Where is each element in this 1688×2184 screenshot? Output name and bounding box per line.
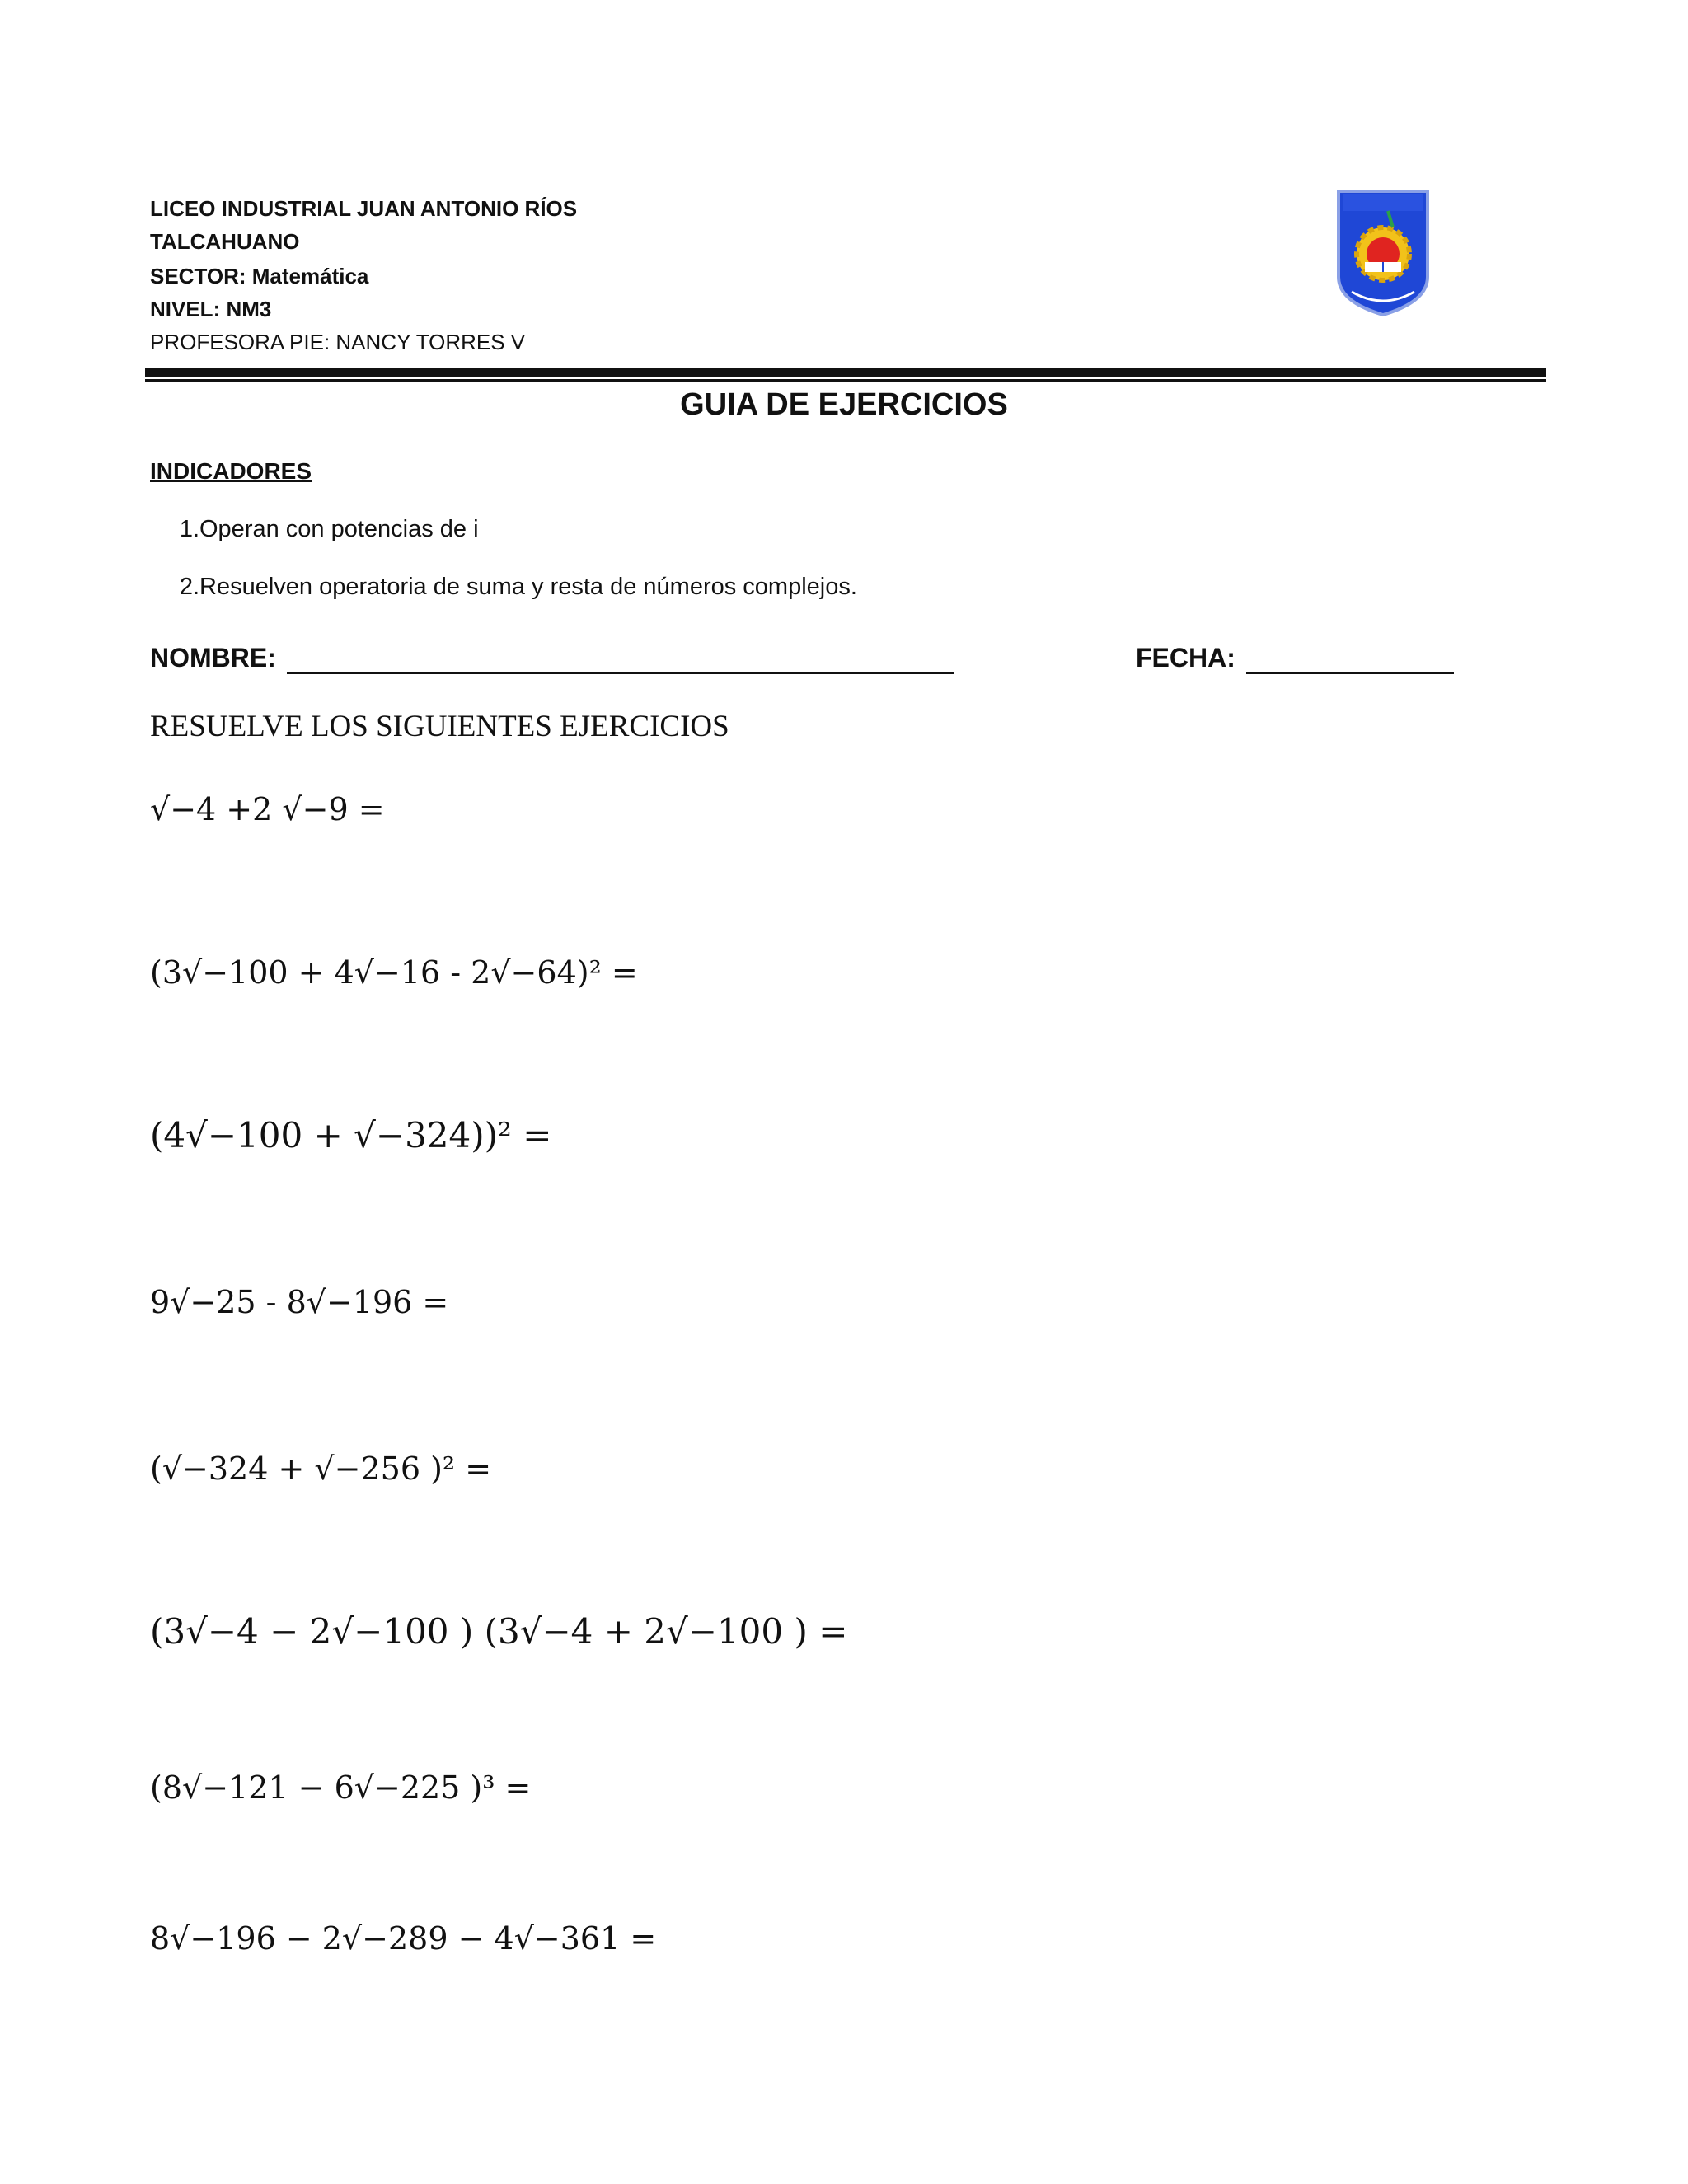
- school-name: LICEO INDUSTRIAL JUAN ANTONIO RÍOS: [150, 196, 578, 221]
- school-crest-icon: [1335, 186, 1431, 318]
- indicators-heading: INDICADORES: [150, 458, 312, 484]
- indicator-item: [150, 516, 1139, 549]
- name-label: NOMBRE:: [150, 643, 276, 673]
- header-rule-thin: [145, 379, 1546, 382]
- date-field[interactable]: [1246, 672, 1454, 674]
- indicator-text: Operan con potencias de i: [199, 516, 479, 542]
- exercise-3: (4√−100 + √−324))² =: [150, 1115, 552, 1155]
- indicator-text: Resuelven operatoria de suma y resta de números complejos.: [199, 574, 857, 600]
- instruction-text: RESUELVE LOS SIGUIENTES EJERCICIOS: [150, 710, 729, 743]
- date-label: FECHA:: [1136, 643, 1236, 673]
- exercise-8: 8√−196 − 2√−289 − 4√−361 =: [150, 1920, 657, 1957]
- exercise-4: 9√−25 - 8√−196 =: [150, 1284, 449, 1320]
- exercise-5: (√−324 + √−256 )² =: [150, 1451, 492, 1487]
- exercise-2: (3√−100 + 4√−16 - 2√−64)² =: [150, 954, 638, 991]
- indicator-item: [150, 574, 1139, 607]
- header-rule-thick: [145, 368, 1546, 377]
- indicator-number: 1.: [179, 516, 199, 542]
- indicator-number: 2.: [179, 574, 199, 600]
- page-title: GUIA DE EJERCICIOS: [680, 387, 1008, 422]
- exercise-1: √−4 +2 √−9 =: [150, 791, 385, 827]
- name-field[interactable]: [287, 672, 954, 674]
- teacher-label: PROFESORA PIE: NANCY TORRES V: [150, 330, 526, 354]
- exercise-7: (8√−121 − 6√−225 )³ =: [150, 1769, 532, 1806]
- sector-label: SECTOR: Matemática: [150, 264, 369, 288]
- level-label: NIVEL: NM3: [150, 297, 272, 321]
- school-city: TALCAHUANO: [150, 229, 300, 254]
- exercise-6: (3√−4 − 2√−100 ) (3√−4 + 2√−100 ) =: [150, 1611, 848, 1652]
